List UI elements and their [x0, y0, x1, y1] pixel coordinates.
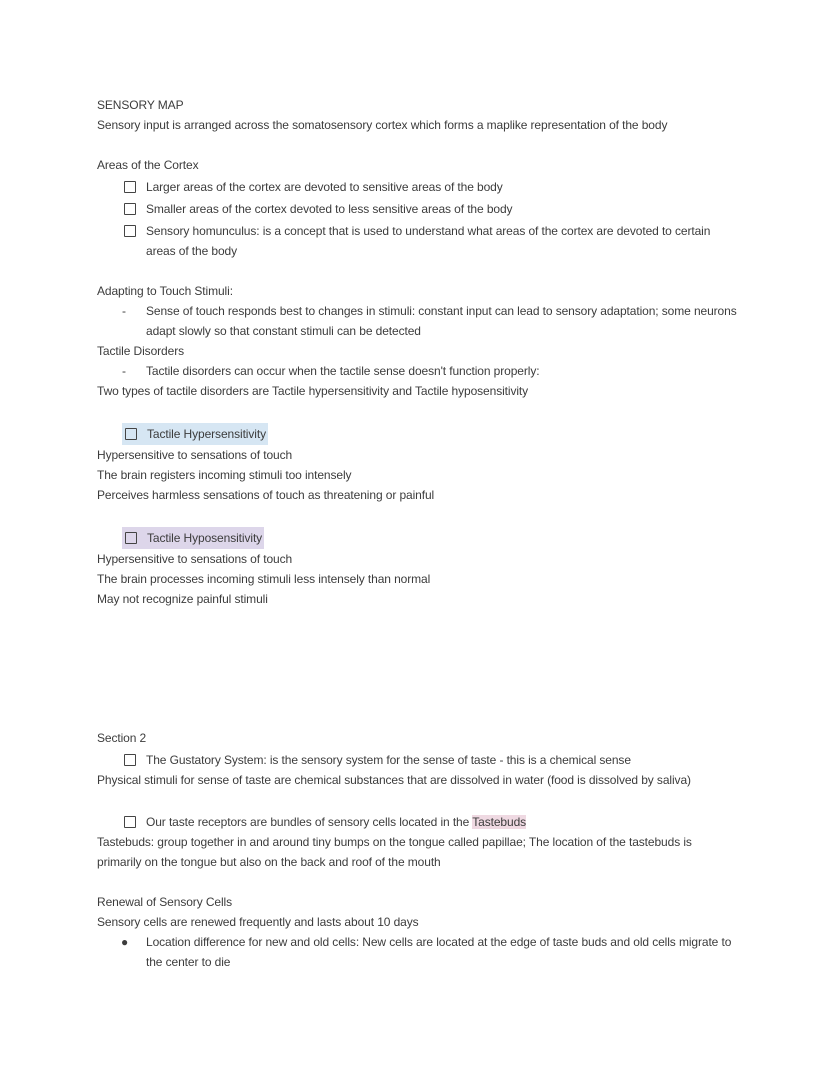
document-body: [97, 95, 737, 972]
item-text: Sense of touch responds best to changes in stimuli: constant input can lead to sensory adaptation; some neurons adapt slowly so that constant stimuli can be detected: [146, 304, 737, 338]
item-text: Location difference for new and old cells: New cells are located at the edge of taste buds and old cells migrate to the center to die: [146, 935, 732, 969]
checklist-item: [97, 221, 737, 261]
item-text: The Gustatory System: is the sensory system for the sense of taste - this is a chemical sense: [146, 753, 631, 767]
dash-item: [97, 301, 737, 341]
checkbox[interactable]: [124, 816, 136, 828]
stimuli-text: Physical stimuli for sense of taste are chemical substances that are dissolved in water (food is dissolved by saliva): [97, 773, 691, 787]
dash-item: [97, 361, 737, 381]
renewal-text: Sensory cells are renewed frequently and lasts about 10 days: [97, 915, 419, 929]
areas-heading: Areas of the Cortex: [97, 158, 199, 172]
hypo-checklist-item: [97, 527, 737, 549]
hyper-line: The brain registers incoming stimuli too intensely: [97, 468, 352, 482]
hypo-line: The brain processes incoming stimuli less intensely than normal: [97, 572, 431, 586]
bullet-item: [97, 932, 737, 972]
hyper-line: Hypersensitive to sensations of touch: [97, 448, 293, 462]
doc-title: SENSORY MAP: [97, 98, 184, 112]
checklist-item: [97, 199, 737, 219]
checkbox[interactable]: [124, 225, 136, 237]
item-text: Tactile Hyposensitivity: [147, 531, 263, 545]
hypo-line: Hypersensitive to sensations of touch: [97, 552, 293, 566]
item-text: Tactile disorders can occur when the tactile sense doesn't function properly:: [146, 364, 540, 378]
checkbox[interactable]: [124, 754, 136, 766]
checkbox[interactable]: [125, 428, 137, 440]
tastebuds-text: Tastebuds: group together in and around tiny bumps on the tongue called papillae; The location of the tastebuds is primarily on the tongue but also on the back and roof of the mouth: [97, 835, 692, 869]
item-text: Larger areas of the cortex are devoted to sensitive areas of the body: [146, 180, 503, 194]
item-text: Smaller areas of the cortex devoted to less sensitive areas of the body: [146, 202, 513, 216]
item-text: Our taste receptors are bundles of sensory cells located in the: [146, 815, 473, 829]
dash-icon: -: [122, 304, 126, 318]
checklist-item: [97, 177, 737, 197]
adapting-heading: Adapting to Touch Stimuli:: [97, 284, 233, 298]
dash-icon: -: [122, 364, 126, 378]
checklist-item: [97, 812, 737, 832]
checkbox[interactable]: [125, 532, 137, 544]
section2-heading: Section 2: [97, 731, 147, 745]
checklist-item: [97, 750, 737, 770]
hyper-line: Perceives harmless sensations of touch as threatening or painful: [97, 488, 435, 502]
renewal-heading: Renewal of Sensory Cells: [97, 895, 232, 909]
disorders-summary: Two types of tactile disorders are Tactile hypersensitivity and Tactile hyposensitivity: [97, 384, 529, 398]
checkbox[interactable]: [124, 203, 136, 215]
disorders-heading: Tactile Disorders: [97, 344, 184, 358]
item-text: Sensory homunculus: is a concept that is used to understand what areas of the cortex are devoted to certain areas of the body: [146, 224, 711, 258]
hyper-checklist-item: [97, 423, 737, 445]
highlighted-term: Tastebuds: [472, 815, 527, 829]
intro-text: Sensory input is arranged across the somatosensory cortex which forms a maplike representation of the body: [97, 118, 668, 132]
hypo-line: May not recognize painful stimuli: [97, 592, 268, 606]
item-text: Tactile Hypersensitivity: [147, 427, 266, 441]
bullet-icon: ●: [121, 935, 129, 949]
checkbox[interactable]: [124, 181, 136, 193]
